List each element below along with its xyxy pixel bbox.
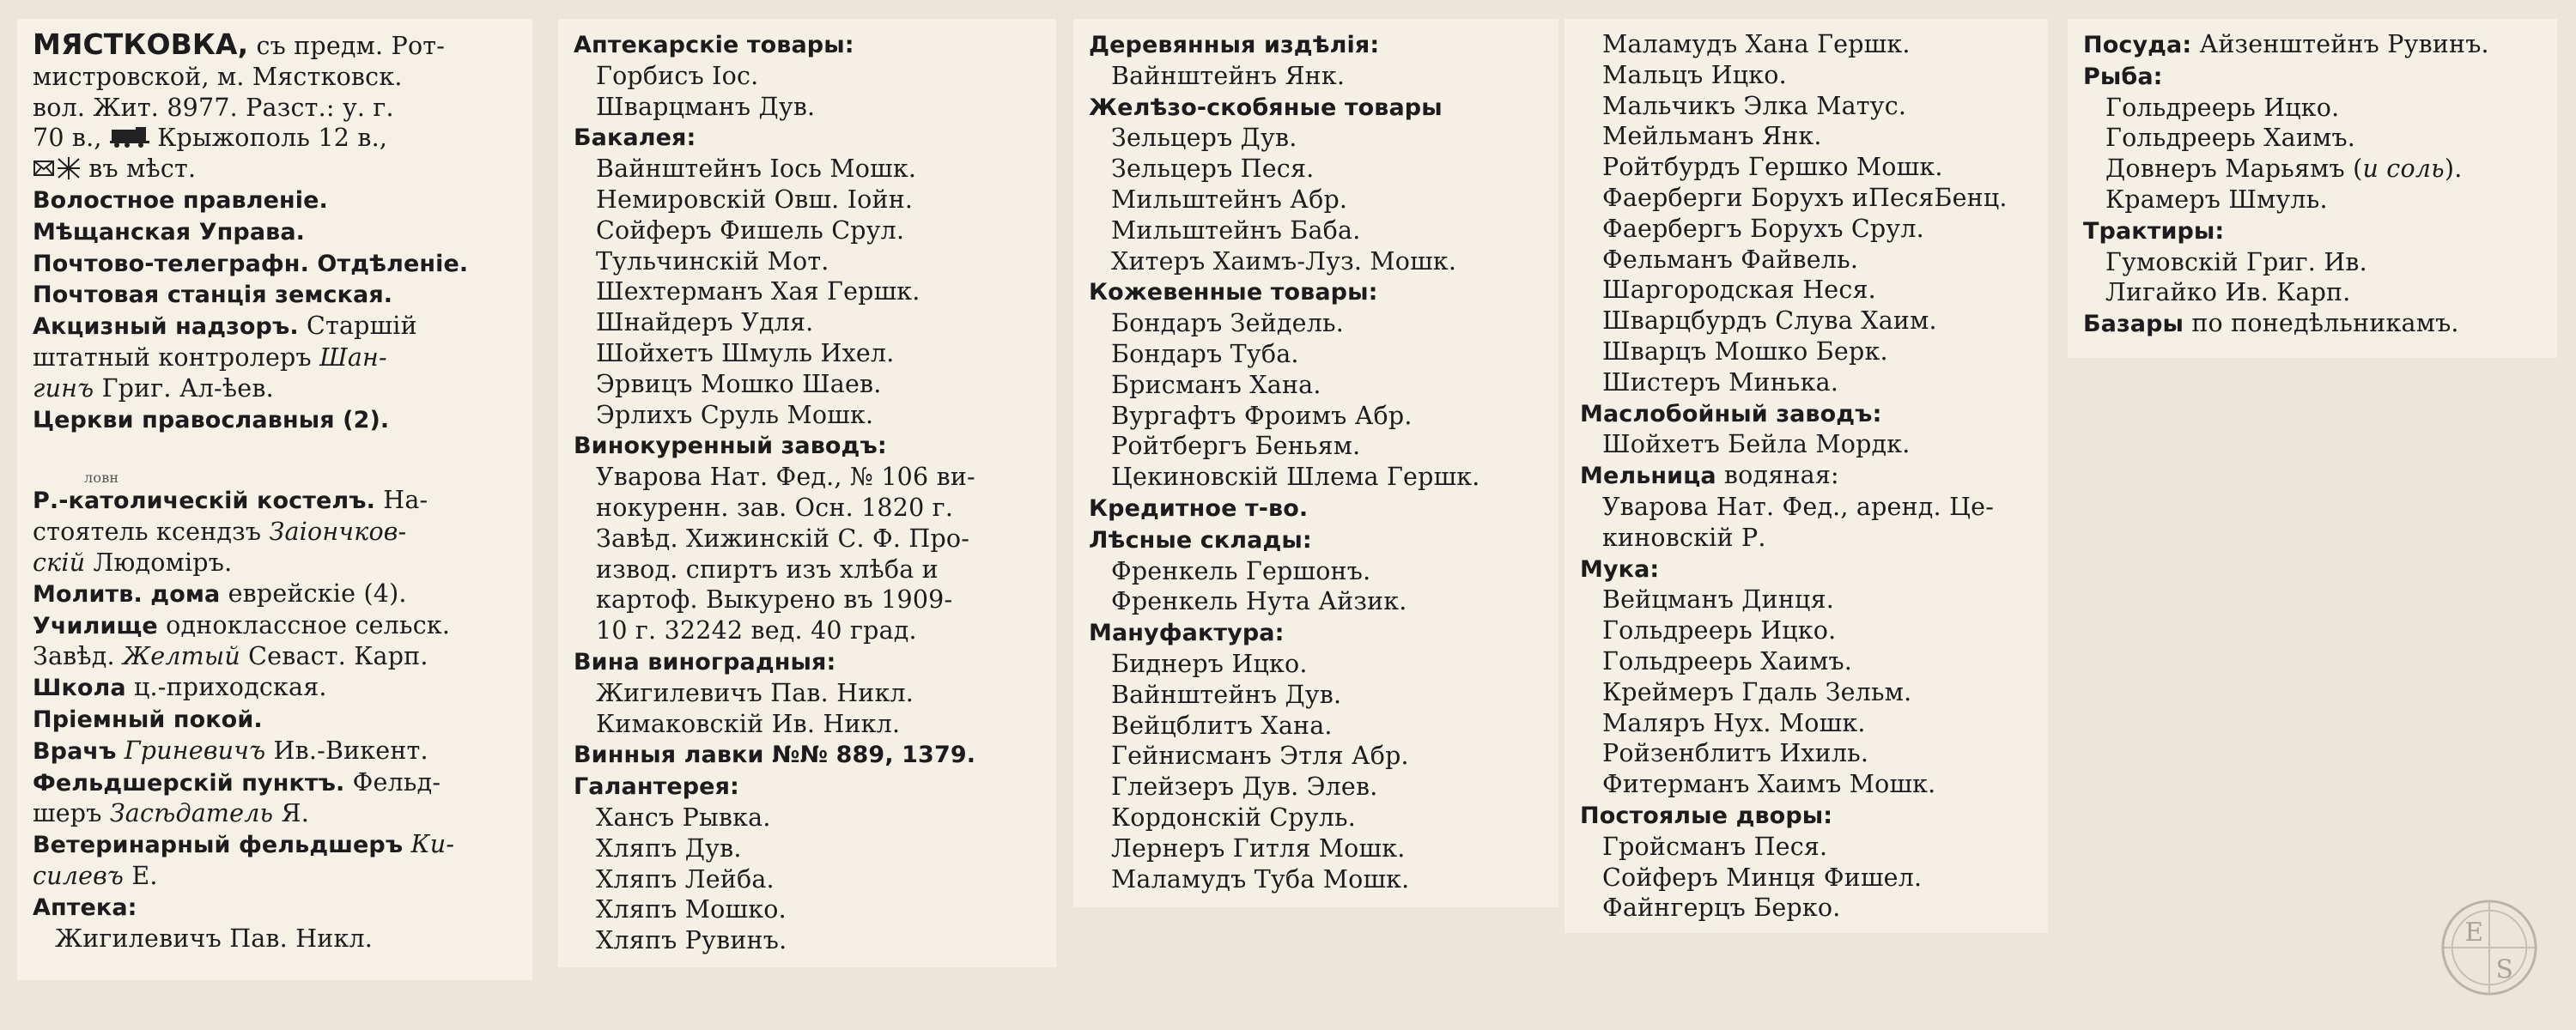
section-line	[33, 123, 520, 154]
directory-entry	[1089, 61, 1546, 92]
directory-entry	[1580, 214, 2036, 245]
section-line	[33, 404, 520, 436]
body-text: Шойхетъ Шмуль Ихел.	[596, 338, 895, 367]
directory-entry	[574, 92, 1044, 123]
column-5	[2068, 19, 2557, 358]
directory-entry	[574, 585, 1044, 615]
section-line	[33, 798, 520, 829]
body-text: по понедѣльникамъ.	[2184, 309, 2459, 338]
section-line	[33, 767, 520, 799]
section-line	[574, 646, 1044, 678]
directory-entry	[574, 925, 1044, 956]
body-text: Фаербергъ Борухъ Срул.	[1602, 214, 1924, 243]
section-line	[33, 93, 520, 124]
section-line	[33, 342, 520, 373]
body-text	[403, 830, 410, 858]
directory-entry	[1089, 185, 1546, 215]
heading-text: Мануфактура:	[1089, 620, 1285, 647]
body-text: киновскій Р.	[1602, 523, 1766, 552]
body-text: Жигилевичъ Пав. Никл.	[596, 678, 914, 707]
directory-entry	[1580, 738, 2036, 769]
directory-entry	[574, 493, 1044, 524]
directory-entry	[2083, 154, 2545, 185]
body-text: одноклассное сельск.	[157, 610, 451, 639]
directory-entry	[1580, 769, 2036, 800]
body-text: Шварцманъ Дув.	[596, 92, 816, 121]
directory-entry	[1580, 492, 2036, 523]
body-text: На-	[375, 486, 428, 515]
body-text: Шистеръ Минька.	[1602, 367, 1839, 397]
watermark-logo	[2439, 897, 2540, 998]
heading-text: Трактиры:	[2083, 217, 2225, 245]
body-text: Мейльманъ Янк.	[1602, 122, 1822, 151]
body-text: Фитерманъ Хаимъ Мошк.	[1602, 770, 1936, 799]
directory-entry	[574, 215, 1044, 246]
heading-text: Мѣщанская Управа.	[33, 218, 306, 245]
section-line	[2083, 308, 2545, 340]
body-text: Крамеръ Шмуль.	[2105, 185, 2328, 214]
section-line	[1089, 276, 1546, 308]
section-line	[574, 122, 1044, 154]
body-text: Маламудъ Хана Гершк.	[1602, 30, 1911, 58]
body-text: Крыжополь 12 в.,	[149, 124, 388, 153]
watermark-letter-s: S	[2495, 954, 2513, 985]
body-text: Жигилевичъ Пав. Никл.	[55, 924, 374, 953]
section-line	[574, 739, 1044, 771]
section-line	[33, 892, 520, 924]
column-4	[1564, 19, 2048, 933]
body-text: Мальчикъ Элка Матус.	[1602, 91, 1907, 120]
italic-name: и соль	[2362, 154, 2445, 184]
body-text: Ройтбурдъ Гершко Мошк.	[1602, 153, 1943, 182]
body-text: въ мѣст.	[81, 154, 197, 184]
directory-entry	[1580, 893, 2036, 924]
column-1	[17, 19, 532, 980]
body-text: Людоміръ.	[85, 548, 233, 577]
italic-name: гинъ	[33, 373, 94, 403]
body-text: картоф. Выкурено въ 1909-	[596, 585, 953, 615]
directory-entry	[1089, 308, 1546, 339]
directory-entry	[574, 709, 1044, 740]
section-line	[33, 641, 520, 672]
body-text: Вайнштейнъ Янк.	[1111, 61, 1346, 90]
heading-text: Рыба:	[2083, 63, 2163, 90]
heading-text: Аптека:	[33, 894, 137, 921]
body-text: Шварцбурдъ Слува Хаим.	[1602, 306, 1937, 336]
heading-text: Кредитное т-во.	[1089, 494, 1309, 522]
body-text: Довнеръ Марьямъ (	[2105, 154, 2363, 184]
directory-entry	[574, 369, 1044, 400]
heading-text: Врачъ	[33, 737, 117, 765]
heading-text: Акцизный надзоръ.	[33, 313, 299, 341]
directory-entry	[1580, 429, 2036, 460]
directory-entry	[1580, 275, 2036, 306]
body-text: Шаргородская Неся.	[1602, 276, 1876, 305]
body-text: Старшій	[298, 312, 417, 341]
section-line	[1089, 493, 1546, 524]
directory-entry	[1580, 523, 2036, 554]
section-line	[2083, 61, 2545, 93]
heading-text: Винныя лавки №№ 889, 1379.	[574, 742, 976, 769]
body-text: вол. Жит. 8977. Разст.: у. г.	[33, 93, 394, 122]
body-text: Маляръ Нух. Мошк.	[1602, 708, 1866, 737]
section-line	[33, 672, 520, 704]
body-text: Уварова Нат. Фед., аренд. Це-	[1602, 492, 1995, 521]
directory-entry	[574, 246, 1044, 277]
directory-entry	[1089, 431, 1546, 462]
section-line	[33, 548, 520, 579]
body-text: Кимаковскій Ив. Никл.	[596, 709, 901, 738]
body-text: Гольдреерь Хаимъ.	[1602, 646, 1853, 676]
body-text: Григ. Ал-ѣев.	[94, 373, 274, 403]
italic-name: скій	[33, 548, 86, 577]
heading-text: Почтовая станція земская.	[33, 282, 393, 309]
body-text: Айзенштейнъ Рувинъ.	[2191, 30, 2489, 58]
directory-entry	[1089, 339, 1546, 370]
body-text: Хансъ Рывка.	[596, 803, 771, 832]
body-text: Лернеръ Гитля Мошк.	[1111, 833, 1406, 863]
directory-entry	[2083, 185, 2545, 215]
italic-name: Засѣдатель	[109, 799, 274, 828]
body-text: Немировскій Овш. Іойн.	[596, 185, 914, 214]
body-text: ловн	[84, 470, 119, 487]
heading-text: МЯСТКОВКА,	[33, 27, 249, 61]
italic-name: Гриневичъ	[124, 736, 266, 765]
directory-entry	[1089, 772, 1546, 803]
directory-entry	[33, 924, 520, 954]
directory-entry	[1580, 60, 2036, 91]
body-text: Эрвицъ Мошко Шаев.	[596, 369, 882, 398]
directory-entry	[574, 894, 1044, 925]
body-text: Лигайко Ив. Карп.	[2105, 278, 2351, 307]
section-line	[1580, 460, 2036, 492]
directory-entry	[574, 154, 1044, 185]
italic-name: Желтый	[123, 642, 240, 671]
directory-entry	[574, 462, 1044, 493]
heading-text: Молитв. дома	[33, 580, 221, 608]
body-text: Вейцблитъ Хана.	[1111, 711, 1333, 740]
directory-entry	[1580, 646, 2036, 677]
heading-text: Почтово-телеграфн. Отдѣленіе.	[33, 250, 469, 277]
heading-text: Ветеринарный фельдшеръ	[33, 832, 404, 859]
body-text: водяная:	[1716, 461, 1839, 490]
directory-entry	[1089, 462, 1546, 493]
body-text: Бондаръ Зейдель.	[1111, 309, 1344, 338]
body-text: Шехтерманъ Хая Гершк.	[596, 277, 920, 306]
italic-name: силевъ	[33, 861, 125, 890]
heading-text: Волостное правленіе.	[33, 186, 328, 214]
body-text: нокуренн. зав. Осн. 1820 г.	[596, 493, 954, 522]
body-text: Мальцъ Ицко.	[1602, 60, 1787, 89]
body-text: Бондаръ Туба.	[1111, 339, 1299, 368]
body-text: Хляпъ Рувинъ.	[596, 926, 787, 955]
body-text: Сойферъ Фишель Срул.	[596, 215, 905, 245]
body-text: Хляпъ Лейба.	[596, 864, 775, 894]
body-text: ц.-приходская.	[125, 673, 327, 702]
body-text: Гольдреерь Ицко.	[2105, 93, 2340, 122]
body-text: Вейцманъ Динця.	[1602, 585, 1835, 615]
body-text: Зельцеръ Песя.	[1111, 154, 1315, 184]
body-text: Хитеръ Хаимъ-Луз. Мошк.	[1111, 246, 1457, 276]
body-text: 70 в.,	[33, 124, 110, 153]
heading-text: Галантерея:	[574, 773, 739, 801]
body-text: Френкель Гершонъ.	[1111, 556, 1371, 585]
body-text: Мильштейнъ Баба.	[1111, 215, 1361, 245]
directory-entry	[1089, 154, 1546, 185]
directory-entry	[1089, 123, 1546, 154]
body-text: съ предм. Рот-	[248, 32, 446, 60]
body-text: Хляпъ Дув.	[596, 833, 742, 863]
body-text: Шойхетъ Бейла Мордк.	[1602, 430, 1911, 459]
body-text: Маламудъ Туба Мошк.	[1111, 864, 1410, 894]
heading-text: Постоялые дворы:	[1580, 802, 1833, 829]
directory-entry	[574, 678, 1044, 709]
directory-entry	[574, 833, 1044, 864]
body-text: Севаст. Карп.	[240, 642, 428, 671]
heading-text: Р.-католическій костелъ.	[33, 488, 376, 515]
body-text: Сойферъ Минця Фишел.	[1602, 863, 1923, 892]
body-text: Креймеръ Гдаль Зельм.	[1602, 677, 1912, 706]
directory-entry	[1089, 649, 1546, 680]
body-text: Мильштейнъ Абр.	[1111, 185, 1348, 214]
body-text: Шнайдеръ Удля.	[596, 308, 814, 337]
section-line	[33, 248, 520, 280]
heading-text: Вина виноградныя:	[574, 648, 836, 676]
directory-entry	[1089, 246, 1546, 277]
directory-entry	[1580, 585, 2036, 615]
body-text: Френкель Нута Айзик.	[1111, 587, 1407, 616]
section-line	[33, 704, 520, 736]
directory-entry	[574, 338, 1044, 369]
column-3	[1073, 19, 1558, 907]
body-text: Хляпъ Мошко.	[596, 895, 787, 924]
railway-station-icon	[110, 126, 149, 148]
body-text: Ройтбергъ Беньям.	[1111, 432, 1361, 461]
directory-entry	[1580, 183, 2036, 214]
body-text: еврейскіе (4).	[220, 579, 407, 608]
italic-name: Заіончков-	[269, 518, 407, 547]
body-text: извод. спиртъ изъ хлѣба и	[596, 554, 939, 584]
directory-entry	[1580, 91, 2036, 122]
section-line	[574, 430, 1044, 462]
body-text: Е.	[124, 861, 158, 890]
section-line	[33, 311, 520, 342]
body-text: Завѣд. Хижинскій С. Ф. Про-	[596, 524, 970, 553]
directory-entry	[1089, 680, 1546, 711]
directory-entry	[574, 554, 1044, 585]
body-text: Кордонскій Сруль.	[1111, 803, 1357, 832]
heading-text: Аптекарскіе товары:	[574, 32, 854, 58]
directory-entry	[574, 864, 1044, 895]
body-text: Глейзеръ Дув. Элев.	[1111, 772, 1378, 802]
body-text: Вайнштейнъ Іось Мошк.	[596, 154, 917, 184]
section-line	[33, 216, 520, 248]
heading-text: Училище	[33, 612, 158, 639]
body-text: Завѣд.	[33, 642, 124, 671]
body-text: Эрлихъ Сруль Мошк.	[596, 400, 874, 429]
heading-text: Винокуренный заводъ:	[574, 433, 887, 460]
directory-entry	[574, 803, 1044, 833]
section-line	[33, 610, 520, 642]
italic-name: Шан-	[319, 342, 387, 372]
directory-entry	[1580, 832, 2036, 863]
body-text: Гумовскій Григ. Ив.	[2105, 247, 2367, 276]
body-text: Вайнштейнъ Дув.	[1111, 680, 1342, 709]
body-text: Уварова Нат. Фед., № 106 ви-	[596, 463, 975, 492]
heading-text: Мука:	[1580, 555, 1660, 583]
section-line	[2083, 215, 2545, 247]
directory-entry	[574, 276, 1044, 307]
body-text: шеръ	[33, 799, 110, 828]
body-text: Вургафтъ Фроимъ Абр.	[1111, 401, 1413, 430]
body-text: Гейнисманъ Этля Абр.	[1111, 742, 1409, 771]
body-text: Гольдреерь Хаимъ.	[2105, 124, 2356, 153]
directory-entry	[1580, 336, 2036, 367]
directory-entry	[1089, 215, 1546, 246]
section-line	[1580, 554, 2036, 585]
section-line	[33, 62, 520, 93]
body-text: Зельцеръ Дув.	[1111, 124, 1297, 153]
directory-entry	[1089, 864, 1546, 895]
heading-text: Желѣзо-скобяные товары	[1089, 94, 1443, 121]
heading-text: Мельница	[1580, 463, 1716, 490]
body-text	[116, 736, 124, 765]
section-line	[33, 736, 520, 767]
directory-entry	[1580, 367, 2036, 398]
directory-entry	[1089, 401, 1546, 432]
directory-entry	[1089, 741, 1546, 772]
section-line	[33, 279, 520, 311]
section-line	[1089, 92, 1546, 124]
directory-entry	[1089, 711, 1546, 742]
heading-text: Кожевенные товары:	[1089, 279, 1378, 306]
directory-entry	[1580, 677, 2036, 708]
heading-text: Церкви православныя (2).	[33, 406, 390, 433]
directory-entry	[1580, 708, 2036, 739]
directory-entry	[1089, 370, 1546, 401]
body-text: 10 г. 32242 вед. 40 град.	[596, 616, 917, 645]
body-text: Шварцъ Мошко Берк.	[1602, 336, 1888, 366]
body-text: Биднеръ Ицко.	[1111, 649, 1308, 678]
heading-text: Маслобойный заводъ:	[1580, 400, 1882, 427]
directory-entry	[2083, 247, 2545, 278]
directory-entry	[1580, 29, 2036, 60]
directory-entry	[1089, 556, 1546, 587]
section-line	[33, 579, 520, 610]
directory-entry	[1580, 245, 2036, 276]
body-text: мистровской, м. Мястковск.	[33, 62, 403, 91]
directory-entry	[1089, 833, 1546, 864]
directory-entry	[574, 400, 1044, 431]
body-text: Фельд-	[344, 767, 441, 797]
directory-entry	[574, 524, 1044, 554]
section-line	[33, 154, 520, 185]
directory-entry	[574, 185, 1044, 215]
directory-entry	[574, 307, 1044, 338]
body-text: стоятель ксендзъ	[33, 518, 270, 547]
body-text: Ройзенблитъ Ихиль.	[1602, 739, 1869, 768]
directory-entry	[2083, 93, 2545, 124]
heading-text: Базары	[2083, 311, 2184, 338]
heading-text: Бакалея:	[574, 124, 696, 152]
directory-entry	[1580, 306, 2036, 336]
spacer	[33, 435, 520, 471]
section-line	[33, 185, 520, 216]
directory-entry	[2083, 123, 2545, 154]
section-line	[1089, 29, 1546, 61]
column-2	[558, 19, 1056, 967]
section-line	[33, 373, 520, 404]
directory-entry	[2083, 277, 2545, 308]
body-text: Горбисъ Іос.	[596, 61, 759, 90]
heading-text: Посуда:	[2083, 32, 2192, 58]
body-text: Брисманъ Хана.	[1111, 370, 1321, 399]
directory-entry	[1580, 615, 2036, 646]
directory-entry	[1580, 863, 2036, 894]
heading-text: Школа	[33, 675, 126, 702]
section-line	[1089, 524, 1546, 556]
section-line	[2083, 29, 2545, 61]
directory-entry	[1089, 586, 1546, 617]
directory-entry	[1580, 152, 2036, 183]
body-text: ).	[2444, 154, 2463, 184]
section-line	[33, 517, 520, 548]
section-line	[574, 29, 1044, 61]
directory-entry	[574, 615, 1044, 646]
directory-entry	[574, 61, 1044, 92]
section-line	[574, 771, 1044, 803]
body-text: Фаерберги Борухъ иПесяБенц.	[1602, 183, 2008, 212]
body-text: Гольдреерь Ицко.	[1602, 616, 1837, 645]
heading-text: Лѣсные склады:	[1089, 526, 1312, 554]
section-line	[33, 485, 520, 517]
heading-text: Деревянныя издѣлія:	[1089, 32, 1380, 58]
section-line	[1580, 398, 2036, 430]
body-text: Файнгерцъ Берко.	[1602, 894, 1841, 923]
heading-text: Пріемный покой.	[33, 706, 263, 733]
body-text: Тульчинскій Мот.	[596, 246, 829, 276]
body-text: Цекиновскій Шлема Гершк.	[1111, 463, 1480, 492]
heading-text: Фельдшерскій пунктъ.	[33, 769, 345, 797]
body-text: Фельманъ Файвель.	[1602, 245, 1859, 274]
directory-entry	[1580, 121, 2036, 152]
body-text: штатный контролеръ	[33, 342, 320, 372]
post-telegraph-icon	[33, 157, 81, 179]
watermark-letter-e: E	[2464, 918, 2484, 948]
body-text: Гройсманъ Песя.	[1602, 832, 1828, 861]
section-line	[33, 861, 520, 892]
body-text: Ив.-Викент.	[265, 736, 428, 765]
body-text: Я.	[273, 799, 310, 828]
italic-name: Ки-	[410, 830, 455, 859]
section-line	[1580, 800, 2036, 832]
section-line	[33, 829, 520, 861]
directory-entry	[1089, 803, 1546, 833]
text-fragment	[33, 471, 520, 485]
town-title	[33, 29, 520, 62]
section-line	[1089, 617, 1546, 649]
